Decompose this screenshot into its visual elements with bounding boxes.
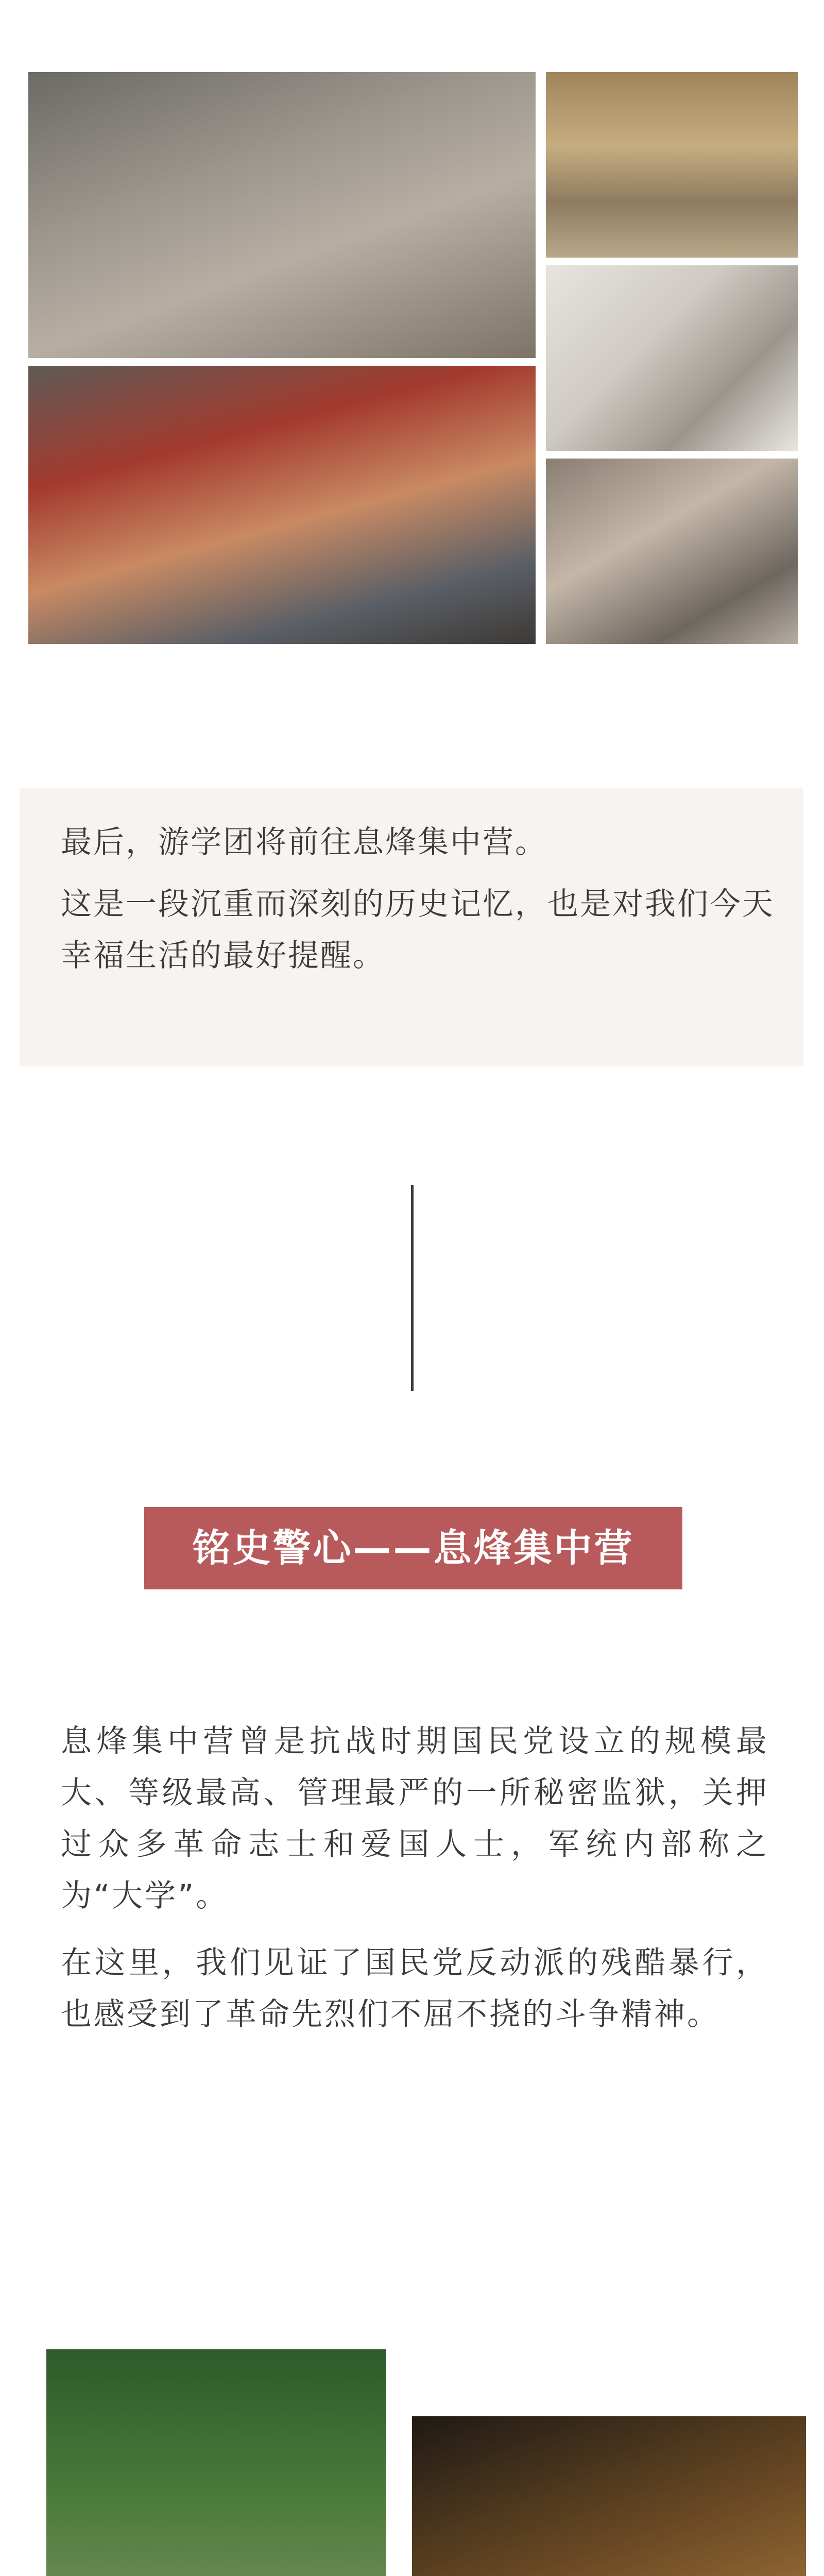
photo-museum-guide-crowd <box>28 72 536 358</box>
photo-sand-table-visitors <box>546 72 798 258</box>
section-title-banner: 铭史警心——息烽集中营 <box>144 1507 682 1589</box>
photo-camp-gate-visitors <box>46 2349 386 2576</box>
section-paragraph-1: 息烽集中营曾是抗战时期国民党设立的规模最大、等级最高、管理最严的一所秘密监狱，关押过众多革命志士和爱国人士，军统内部称之为“大学”。 <box>61 1723 769 1914</box>
vertical-divider <box>411 1185 414 1391</box>
quote-text <box>61 817 777 992</box>
photo-parent-child-visitors <box>546 459 798 644</box>
section-body <box>61 1716 769 2056</box>
section-paragraph-2: 在这里，我们见证了国民党反动派的残酷暴行，也感受到了革命先烈们不屈不挠的斗争精神。 <box>61 1945 769 2032</box>
photo-wooden-building-tree <box>412 2416 806 2576</box>
photo-salute-1935 <box>546 265 798 451</box>
quote-line-1: 最后，游学团将前往息烽集中营。 <box>61 824 547 860</box>
quote-card <box>20 788 803 1066</box>
quote-line-2: 这是一段沉重而深刻的历史记忆，也是对我们今天幸福生活的最好提醒。 <box>61 886 775 974</box>
photo-exhibit-hall-visitors <box>28 366 536 644</box>
